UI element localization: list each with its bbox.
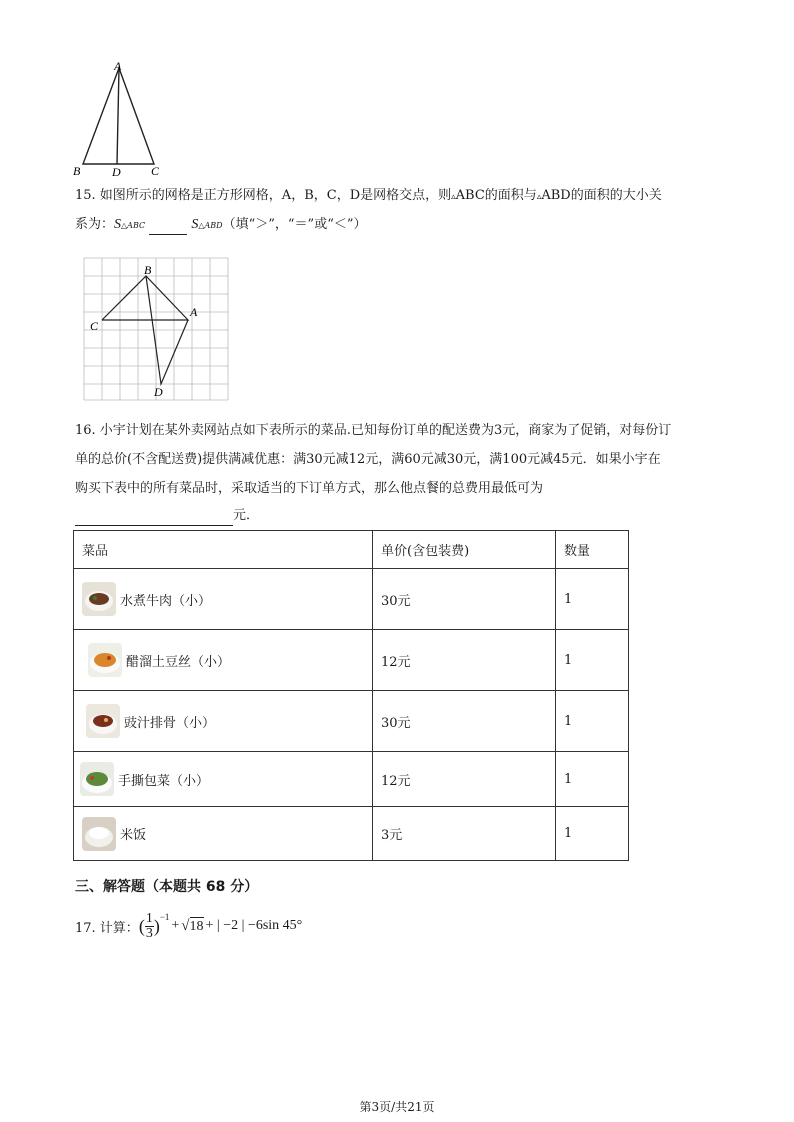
vertex-label-a: A (114, 59, 122, 73)
dish-price: 12元 (373, 630, 556, 691)
triangle-symbol-icon: ▵ (451, 192, 456, 202)
dish-qty: 1 (556, 569, 629, 630)
beef-dish-icon (82, 582, 116, 616)
section-title: 三、解答题（本题共 68 分） (75, 879, 259, 895)
q15-line1: 15. 如图所示的网格是正方形网格，A，B，C，D是网格交点，则▵ABC的面积与▵ABD的面积的大小关 (75, 188, 662, 203)
q15-line2: 系为：S△ABC S△ABD（填“＞”，“＝”或“＜”） (75, 216, 367, 235)
q16-line3: 购买下表中的所有菜品时，采取适当的下订单方式，那么他点餐的总费用最低可为 (75, 481, 544, 496)
potato-dish-icon (88, 643, 122, 677)
triangle-symbol-icon: ▵ (536, 192, 542, 202)
menu-table (73, 530, 629, 861)
header-dish: 菜品 (74, 531, 373, 569)
dish-name: 水煮牛肉（小） (120, 593, 212, 609)
answer-blank-q16[interactable] (75, 507, 233, 526)
header-qty: 数量 (556, 531, 629, 569)
dish-qty: 1 (556, 691, 629, 752)
table-row (74, 691, 629, 752)
dish-qty: 1 (556, 752, 629, 807)
dish-name: 手撕包菜（小） (118, 773, 210, 789)
q16-line1: 16. 小宇计划在某外卖网站点如下表所示的菜品.已知每份订单的配送费为3元，商家为了促销，对每份订 (75, 423, 672, 438)
header-price: 单价(含包装费) (373, 531, 556, 569)
grid-label-a: A (190, 305, 198, 319)
rice-bowl-icon (82, 817, 116, 851)
grid-label-b: B (144, 263, 152, 277)
cabbage-dish-icon (80, 762, 114, 796)
grid-label-d: D (154, 385, 163, 399)
grid-label-c: C (90, 319, 99, 333)
dish-price: 30元 (373, 569, 556, 630)
table-header-row (74, 531, 629, 569)
q16-line4: 元． (75, 507, 259, 526)
dish-name: 豉汁排骨（小） (124, 715, 216, 731)
vertex-label-b: B (73, 164, 81, 178)
table-row (74, 807, 629, 861)
dish-price: 30元 (373, 691, 556, 752)
table-row (74, 569, 629, 630)
fraction: 1 3 (145, 910, 153, 941)
square-grid-figure (78, 252, 233, 404)
page-number: 第3页/共21页 (359, 1100, 435, 1114)
ribs-dish-icon (86, 704, 120, 738)
sqrt-icon: √ (181, 917, 190, 934)
isosceles-triangle-figure (70, 58, 170, 180)
q17-line: 17. 计算： ( 1 3 ) $^{-1}$ + √ 18 + | −2 | −6sin 45° (75, 910, 303, 941)
table-row (74, 630, 629, 691)
dish-price: 12元 (373, 752, 556, 807)
table-row (74, 752, 629, 807)
dish-name: 米饭 (120, 828, 147, 843)
q16-line2: 单的总价(不含配送费)提供满减优惠：满30元减12元，满60元减30元，满100元减45元．如果小宇在 (75, 452, 661, 467)
vertex-label-d: D (112, 165, 121, 179)
dish-name: 醋溜土豆丝（小） (126, 654, 231, 670)
dish-qty: 1 (556, 807, 629, 861)
answer-blank-q15[interactable] (149, 216, 187, 235)
vertex-label-c: C (151, 164, 160, 178)
dish-qty: 1 (556, 630, 629, 691)
s-abd-subscript: △ABD (198, 221, 223, 230)
dish-price: 3元 (373, 807, 556, 861)
s-abc-subscript: △ABC (121, 221, 146, 230)
